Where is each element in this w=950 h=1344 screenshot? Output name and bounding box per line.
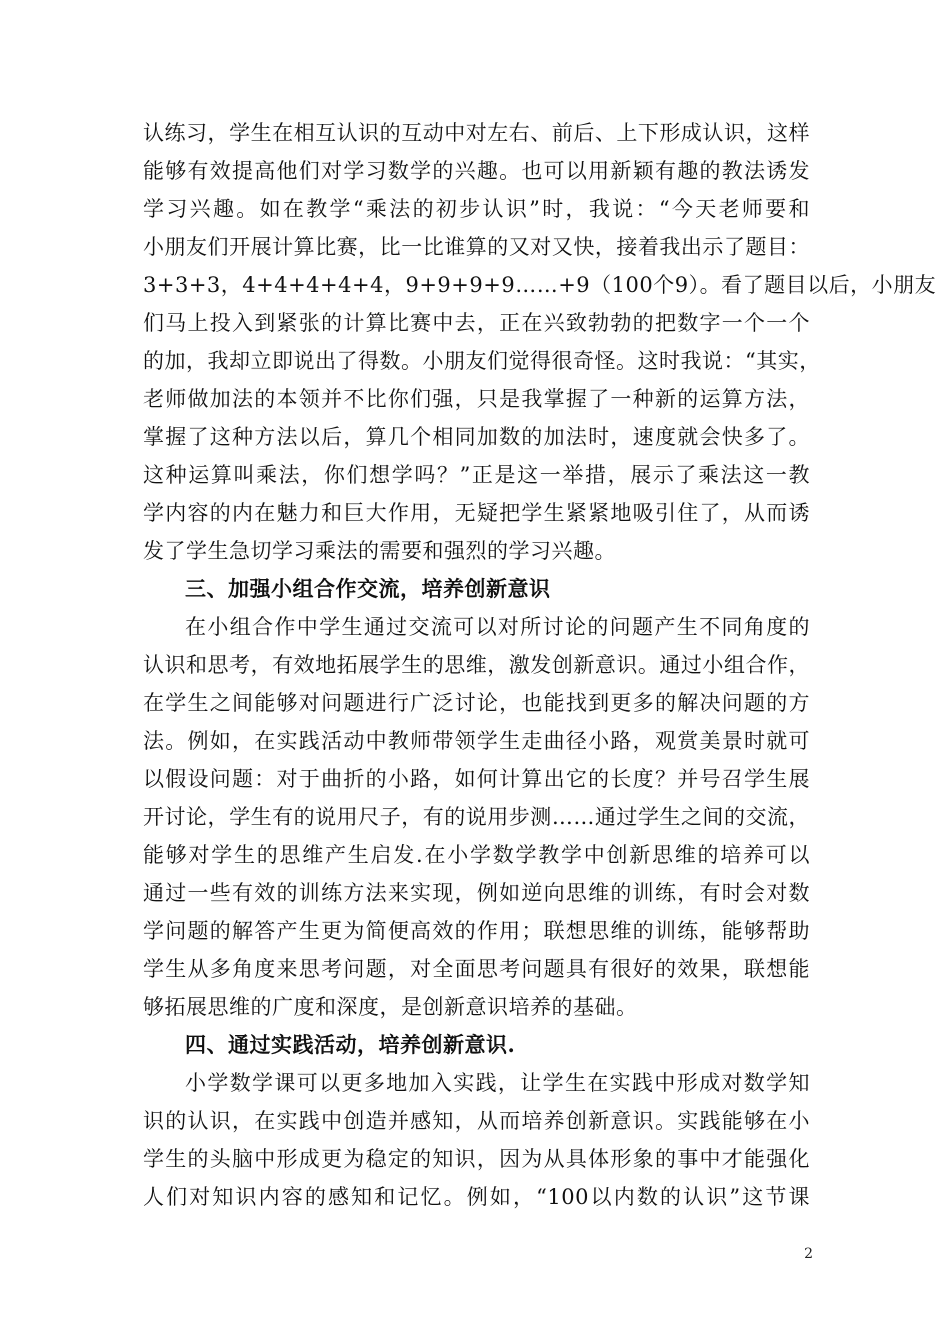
paragraph-first-line: 在小组合作中学生通过交流可以对所讨论的问题产生不同角度的 — [185, 615, 810, 639]
text-line: 能够对学生的思维产生启发.在小学数学教学中创新思维的培养可以 — [143, 843, 810, 867]
text-line: 们马上投入到紧张的计算比赛中去，正在兴致勃勃的把数字一个一个 — [143, 311, 810, 335]
text-line: 这种运算叫乘法，你们想学吗？”正是这一举措，展示了乘法这一教 — [143, 463, 810, 487]
text-line: 能够有效提高他们对学习数学的兴趣。也可以用新颖有趣的教法诱发 — [143, 159, 810, 183]
section-heading-3: 三、加强小组合作交流，培养创新意识 — [185, 576, 551, 601]
text-line: 开讨论，学生有的说用尺子，有的说用步测……通过学生之间的交流， — [143, 805, 810, 829]
page-number: 2 — [804, 1246, 813, 1262]
text-line: 认识和思考，有效地拓展学生的思维，激发创新意识。通过小组合作， — [143, 653, 810, 677]
text-line: 老师做加法的本领并不比你们强，只是我掌握了一种新的运算方法， — [143, 387, 810, 411]
document-body — [143, 114, 937, 1216]
text-line: 3+3+3，4+4+4+4+4，9+9+9+9……+9（100个9）。看了题目以后，小朋友 — [143, 273, 937, 297]
text-line: 小朋友们开展计算比赛，比一比谁算的又对又快，接着我出示了题目： — [143, 235, 810, 259]
text-line: 认练习，学生在相互认识的互动中对左右、前后、上下形成认识，这样 — [143, 121, 810, 145]
text-line: 通过一些有效的训练方法来实现，例如逆向思维的训练，有时会对数 — [143, 881, 810, 905]
text-line: 以假设问题：对于曲折的小路，如何计算出它的长度？并号召学生展 — [143, 767, 810, 791]
text-line: 发了学生急切学习乘法的需要和强烈的学习兴趣。 — [143, 539, 616, 563]
text-line: 学生从多角度来思考问题，对全面思考问题具有很好的效果，联想能 — [143, 957, 810, 981]
text-line: 学内容的内在魅力和巨大作用，无疑把学生紧紧地吸引住了，从而诱 — [143, 501, 810, 525]
text-line: 人们对知识内容的感知和记忆。例如，“100以内数的认识”这节课 — [143, 1185, 810, 1209]
text-line: 学生的头脑中形成更为稳定的知识，因为从具体形象的事中才能强化 — [143, 1147, 810, 1171]
text-line: 够拓展思维的广度和深度，是创新意识培养的基础。 — [143, 995, 638, 1019]
text-line: 掌握了这种方法以后，算几个相同加数的加法时，速度就会快多了。 — [143, 425, 810, 449]
text-line: 学问题的解答产生更为简便高效的作用；联想思维的训练，能够帮助 — [143, 919, 810, 943]
paragraph-first-line: 小学数学课可以更多地加入实践，让学生在实践中形成对数学知 — [185, 1071, 810, 1095]
text-line: 识的认识，在实践中创造并感知，从而培养创新意识。实践能够在小 — [143, 1109, 810, 1133]
text-line: 的加，我却立即说出了得数。小朋友们觉得很奇怪。这时我说：“其实， — [143, 349, 821, 373]
text-line: 在学生之间能够对问题进行广泛讨论，也能找到更多的解决问题的方 — [143, 691, 810, 715]
text-line: 学习兴趣。如在教学“乘法的初步认识”时，我说：“今天老师要和 — [143, 197, 810, 221]
text-line: 法。例如，在实践活动中教师带领学生走曲径小路，观赏美景时就可 — [143, 729, 810, 753]
section-heading-4: 四、通过实践活动，培养创新意识. — [185, 1032, 516, 1057]
